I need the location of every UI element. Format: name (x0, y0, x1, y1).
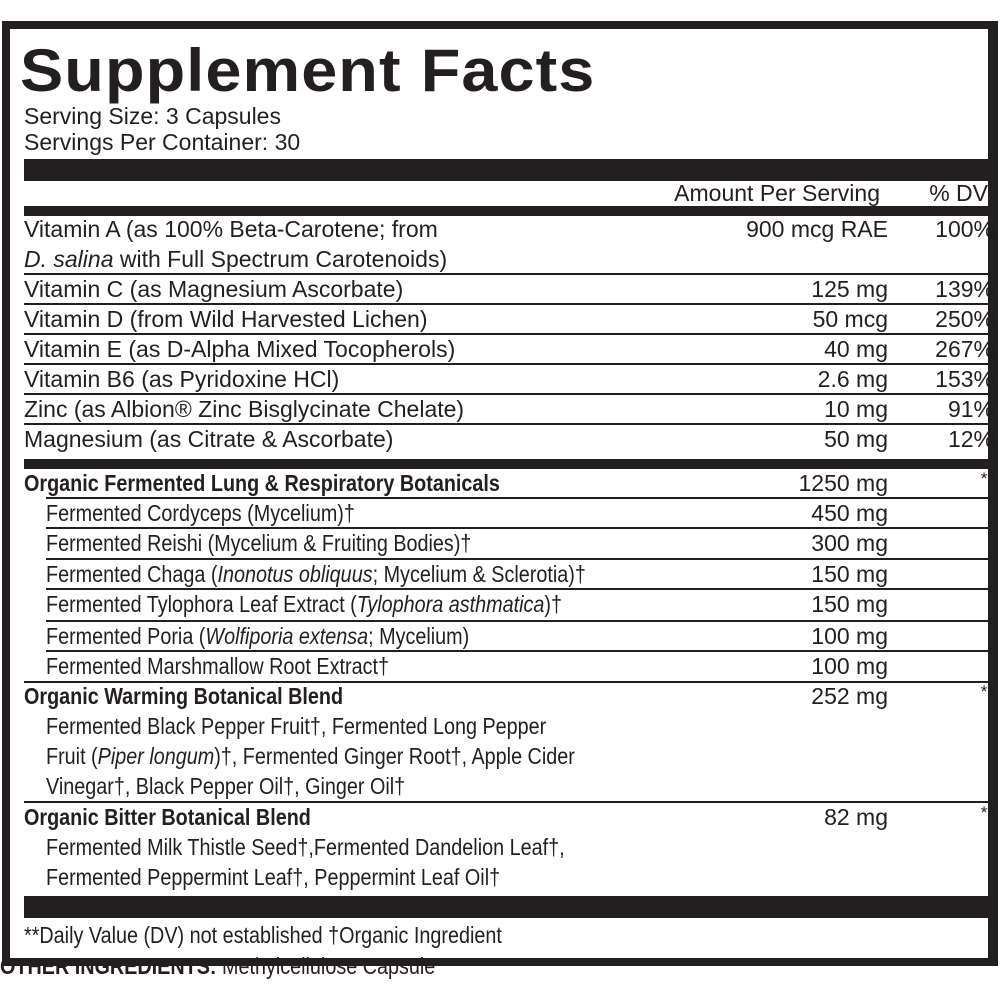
nutrient-name: Zinc (as Albion® Zinc Bisglycinate Chelate) (24, 396, 465, 422)
blend-item-amount: 150 mg (811, 561, 888, 587)
nutrient-row (24, 335, 994, 363)
supplement-facts-panel (2, 21, 998, 966)
blend-dv: ** (980, 682, 994, 701)
blend-item-amount: 150 mg (811, 591, 888, 617)
thick-divider (24, 896, 994, 918)
serving-size: Serving Size: 3 Capsules (24, 103, 281, 129)
blend-item-row (24, 499, 994, 527)
nutrient-dv: 139% (935, 276, 994, 302)
nutrient-amount: 125 mg (811, 276, 888, 302)
nutrient-amount: 50 mg (824, 426, 888, 452)
blend-item-name: Fermented Chaga (Inonotus obliquus; Mycelium & Sclerotia)† (46, 561, 586, 587)
nutrient-row (24, 365, 994, 393)
species-name: D. salina (24, 246, 114, 272)
nutrient-name: Vitamin E (as D-Alpha Mixed Tocopherols) (24, 336, 456, 362)
nutrient-amount: 900 mcg RAE (746, 216, 888, 242)
blend-item-amount: 100 mg (811, 653, 888, 679)
blend-description-line: Fruit (Piper longum)†, Fermented Ginger Root†, Apple Cider (46, 743, 575, 769)
blend-row-lung (24, 469, 994, 497)
blend-item-amount: 300 mg (811, 530, 888, 556)
other-ingredients-label: OTHER INGREDIENTS: (0, 953, 217, 979)
blend-name: Organic Warming Botanical Blend (24, 683, 344, 709)
blend-dv: ** (980, 469, 994, 488)
nutrient-amount: 50 mcg (812, 306, 888, 332)
blend-description-line: Fermented Milk Thistle Seed†,Fermented Dandelion Leaf†, (46, 834, 565, 860)
blend-item-name: Fermented Cordyceps (Mycelium)† (46, 500, 355, 526)
blend-row-bitter (24, 803, 994, 831)
footnote: **Daily Value (DV) not established †Organic Ingredient (24, 922, 502, 948)
nutrient-name-rest: with Full Spectrum Carotenoids) (113, 246, 448, 272)
blend-description-line: Fermented Black Pepper Fruit†, Fermented Long Pepper (46, 713, 547, 739)
blend-name: Organic Bitter Botanical Blend (24, 804, 311, 830)
nutrient-dv: 100% (935, 216, 994, 242)
nutrient-row (24, 425, 994, 453)
nutrient-dv: 250% (935, 306, 994, 332)
blend-description (24, 712, 994, 740)
nutrient-name: Vitamin D (from Wild Harvested Lichen) (24, 306, 428, 332)
nutrient-name: Vitamin A (as 100% Beta-Carotene; from (24, 216, 438, 242)
other-ingredients-value: Methylcellulose Capsule (216, 953, 436, 979)
blend-description (24, 863, 994, 891)
nutrient-dv: 91% (947, 396, 994, 422)
nutrient-name: Magnesium (as Citrate & Ascorbate) (24, 426, 394, 452)
nutrient-amount: 10 mg (824, 396, 888, 422)
nutrient-amount: 2.6 mg (817, 366, 888, 392)
nutrient-name: Vitamin B6 (as Pyridoxine HCl) (24, 366, 340, 392)
nutrient-dv: 267% (935, 336, 994, 362)
nutrient-name: Vitamin C (as Magnesium Ascorbate) (24, 276, 404, 302)
blend-item-row (24, 590, 994, 618)
blend-row-warming (24, 682, 994, 710)
blend-item-row (24, 652, 994, 680)
nutrient-name-line2 (24, 245, 447, 273)
blend-amount: 252 mg (811, 683, 888, 709)
blend-description (24, 833, 994, 861)
label-title: Supplement Facts (20, 37, 596, 104)
blend-item-amount: 100 mg (811, 623, 888, 649)
blend-description-line: Vinegar†, Black Pepper Oil†, Ginger Oil† (46, 773, 406, 799)
dv-header: % DV (929, 180, 988, 206)
blend-dv: ** (980, 803, 994, 822)
other-ingredients (0, 953, 435, 980)
blend-item-row (24, 529, 994, 557)
blend-item-amount: 450 mg (811, 500, 888, 526)
thick-divider (24, 159, 994, 181)
blend-amount: 82 mg (824, 804, 888, 830)
nutrient-row (24, 275, 994, 303)
nutrient-amount: 40 mg (824, 336, 888, 362)
blend-name: Organic Fermented Lung & Respiratory Botanicals (24, 470, 500, 496)
blend-description (24, 772, 994, 800)
amount-per-serving-header: Amount Per Serving (674, 180, 880, 206)
nutrient-row (24, 215, 994, 275)
blend-description (24, 742, 994, 770)
blend-item-name: Fermented Marshmallow Root Extract† (46, 653, 389, 679)
blend-item-row (24, 560, 994, 588)
blend-item-row (24, 622, 994, 650)
blend-item-name: Fermented Tylophora Leaf Extract (Tylophora asthmatica)† (46, 591, 563, 617)
nutrient-dv: 12% (947, 426, 994, 452)
nutrient-row (24, 305, 994, 333)
blend-item-name: Fermented Reishi (Mycelium & Fruiting Bodies)† (46, 530, 472, 556)
blend-amount: 1250 mg (798, 470, 888, 496)
medium-divider (24, 459, 994, 469)
nutrient-dv: 153% (935, 366, 994, 392)
nutrient-row (24, 395, 994, 423)
blend-description-line: Fermented Peppermint Leaf†, Peppermint Leaf Oil† (46, 864, 501, 890)
blend-item-name: Fermented Poria (Wolfiporia extensa; Mycelium) (46, 623, 470, 649)
servings-per-container: Servings Per Container: 30 (24, 129, 301, 155)
